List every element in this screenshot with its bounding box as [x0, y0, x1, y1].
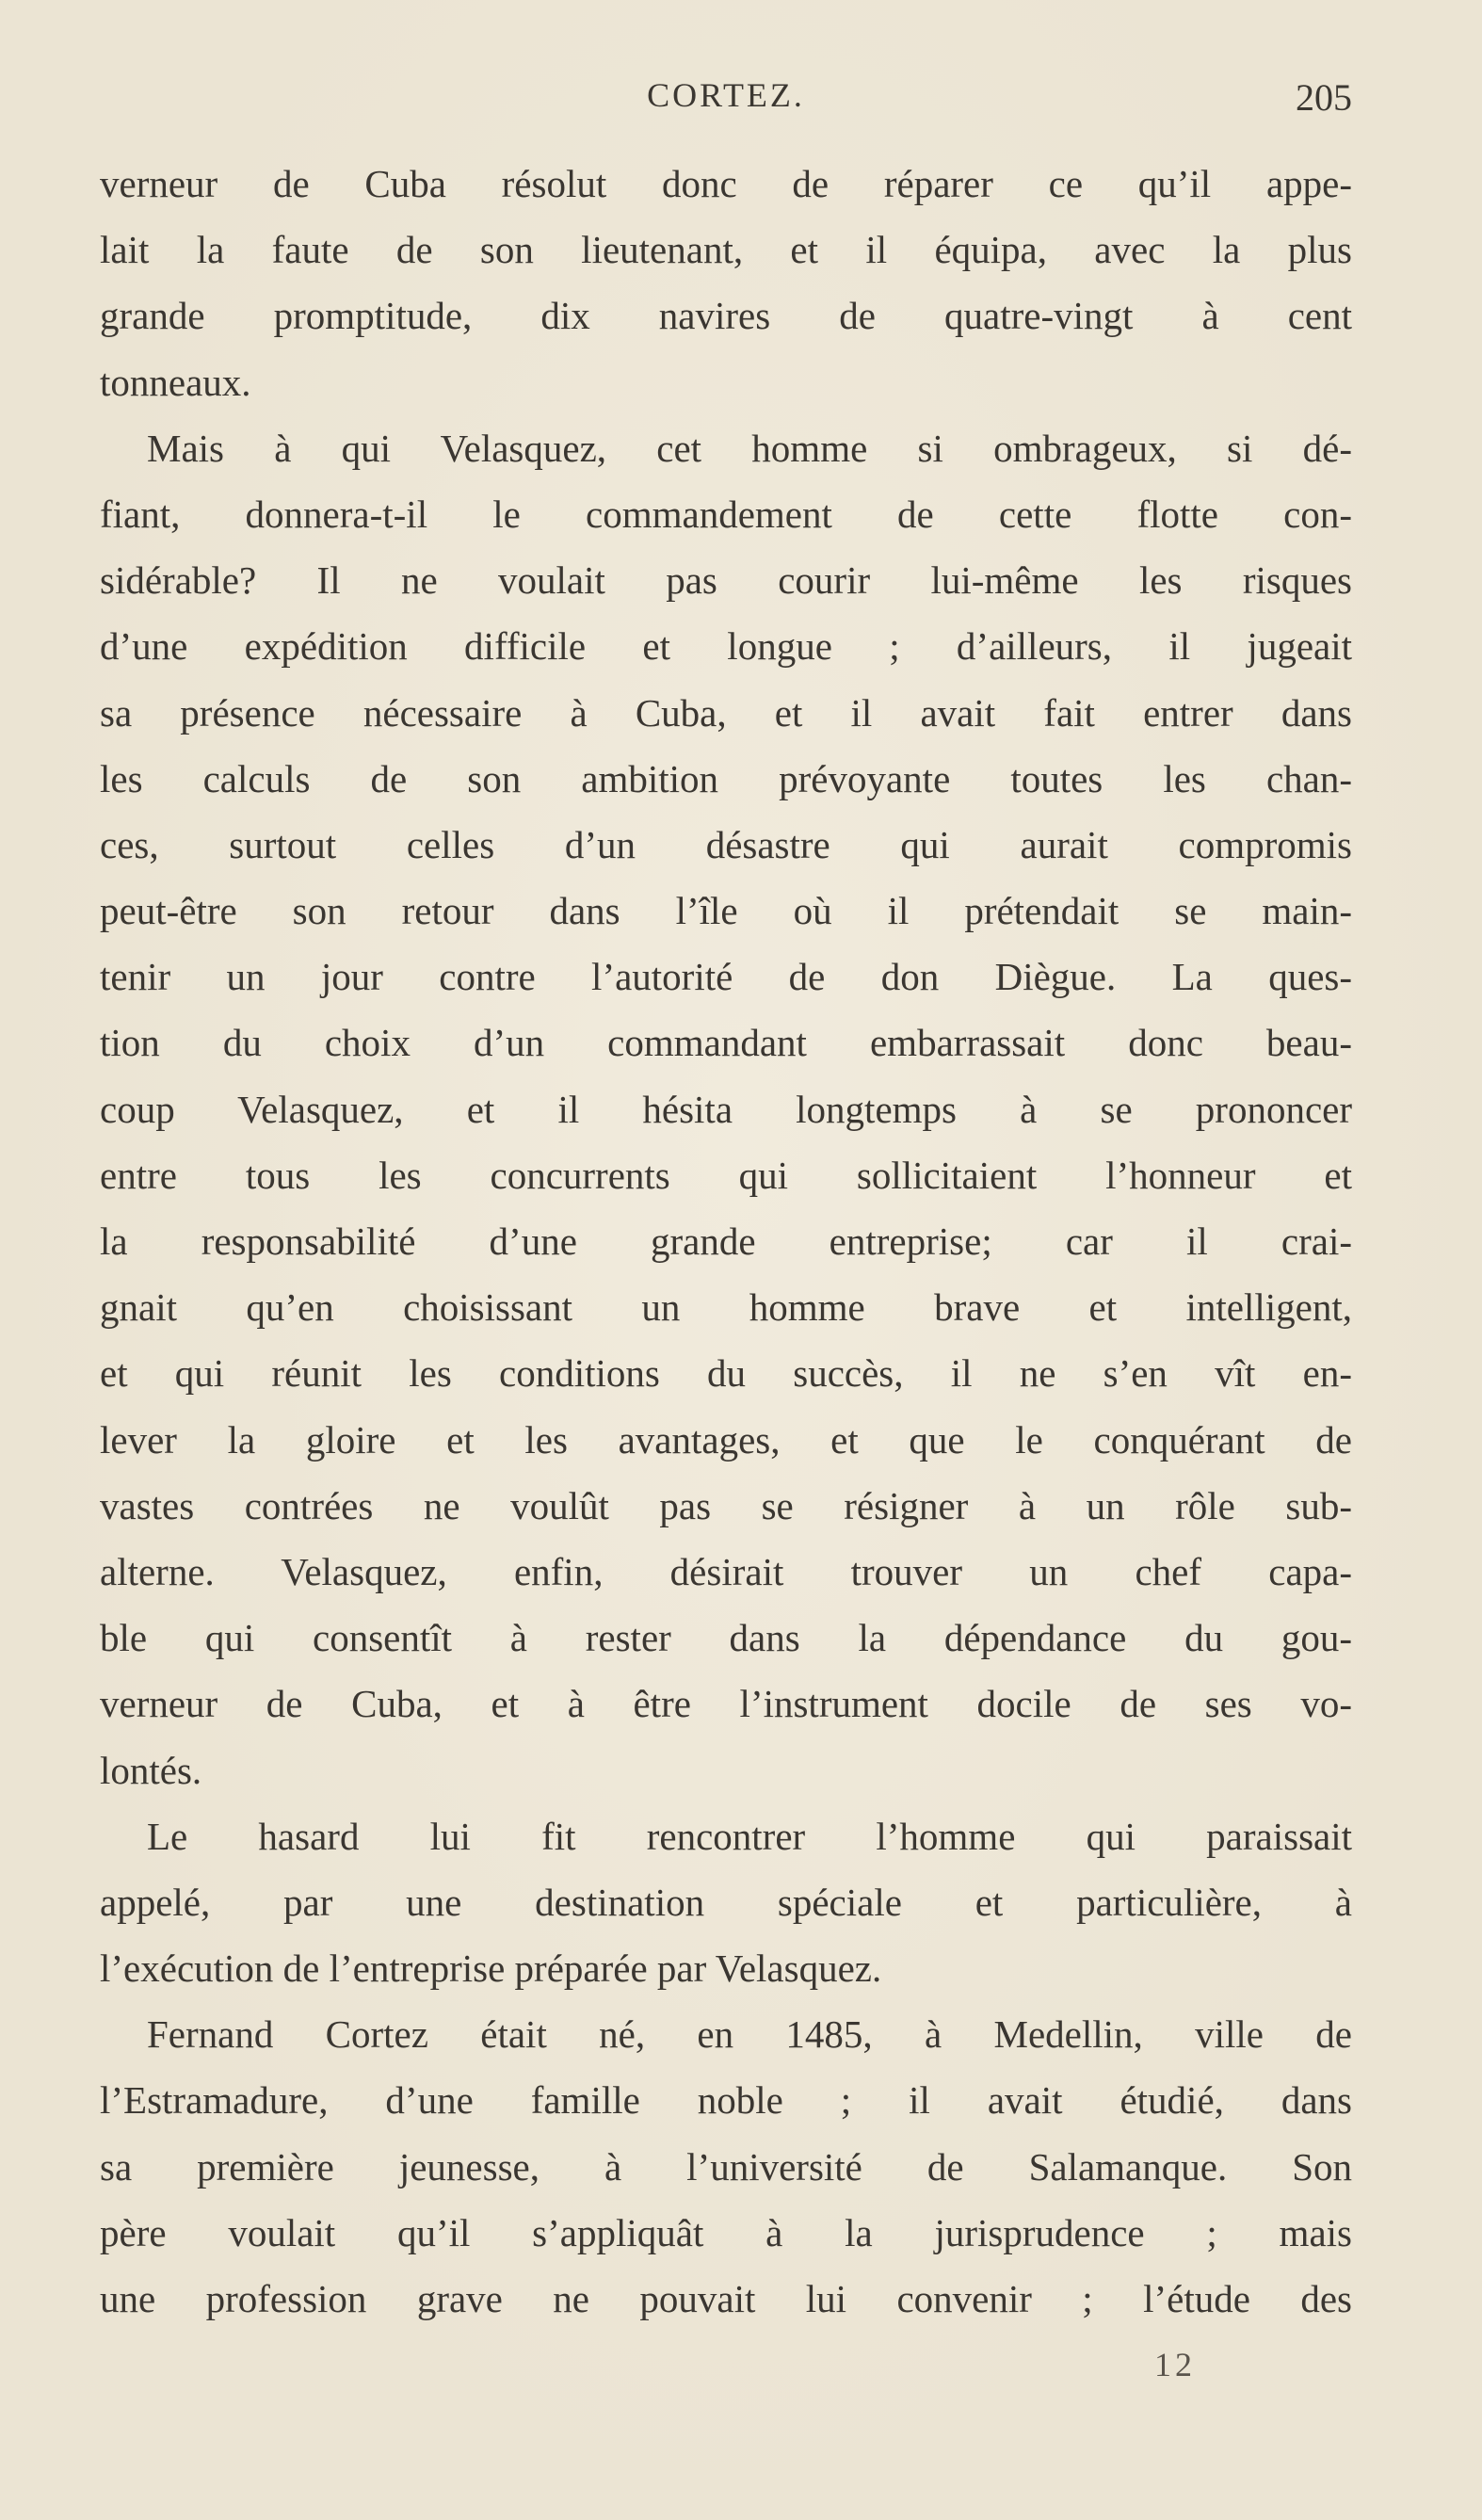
text-line: coup Velasquez, et il hésita longtemps à se prononcer [100, 1087, 1352, 1131]
text-line: vastes contrées ne voulût pas se résigner à un rôle sub- [100, 1483, 1352, 1527]
text-line: une profession grave ne pouvait lui convenir ; l’étude des [100, 2277, 1352, 2320]
text-line: lait la faute de son lieutenant, et il équipa, avec la plus [100, 228, 1352, 272]
text-line: tonneaux. [100, 360, 251, 404]
text-line: Fernand Cortez était né, en 1485, à Medellin, ville de [147, 2012, 1352, 2057]
text-line: grande promptitude, dix navires de quatre-vingt à cent [100, 294, 1352, 338]
text-line: sa présence nécessaire à Cuba, et il avait fait entrer dans [100, 690, 1352, 735]
page-header [100, 75, 1352, 132]
running-title: CORTEZ. [647, 76, 805, 114]
text-line: père voulait qu’il s’appliquât à la jurisprudence ; mais [100, 2210, 1352, 2254]
text-line: fiant, donnera-t-il le commandement de cette flotte con- [100, 492, 1352, 536]
text-line: lontés. [100, 1748, 202, 1792]
text-line: ble qui consentît à rester dans la dépendance du gou- [100, 1616, 1352, 1660]
text-line: appelé, par une destination spéciale et particulière, à [100, 1880, 1352, 1924]
text-line: sidérable? Il ne voulait pas courir lui-même les risques [100, 558, 1352, 603]
text-line: peut-être son retour dans l’île où il prétendait se main- [100, 889, 1352, 933]
text-line: l’exécution de l’entreprise préparée par Velasquez. [100, 1947, 882, 1991]
text-line: tenir un jour contre l’autorité de don Diègue. La ques- [100, 955, 1352, 999]
text-line: verneur de Cuba, et à être l’instrument docile de ses vo- [100, 1682, 1352, 1726]
page-number: 205 [1296, 76, 1352, 119]
text-line: sa première jeunesse, à l’université de Salamanque. Son [100, 2144, 1352, 2189]
text-line: l’Estramadure, d’une famille noble ; il avait étudié, dans [100, 2078, 1352, 2123]
text-line: verneur de Cuba résolut donc de réparer ce qu’il appe- [100, 162, 1352, 205]
text-line: ces, surtout celles d’un désastre qui aurait compromis [100, 822, 1352, 866]
signature-mark: 12 [1154, 2346, 1196, 2383]
text-line: entre tous les concurrents qui sollicitaient l’honneur et [100, 1153, 1352, 1197]
text-line: lever la gloire et les avantages, et que le conquérant de [100, 1417, 1352, 1462]
text-line: d’une expédition difficile et longue ; d’ailleurs, il jugeait [100, 624, 1352, 669]
text-line: la responsabilité d’une grande entreprise; car il crai- [100, 1220, 1352, 1263]
text-line: gnait qu’en choisissant un homme brave et intelligent, [100, 1285, 1352, 1330]
text-line: Mais à qui Velasquez, cet homme si ombrageux, si dé- [147, 426, 1352, 470]
text-line: et qui réunit les conditions du succès, il ne s’en vît en- [100, 1351, 1352, 1396]
body-text [100, 151, 1352, 2332]
text-line: alterne. Velasquez, enfin, désirait trouver un chef capa- [100, 1549, 1352, 1593]
text-line: tion du choix d’un commandant embarrassait donc beau- [100, 1021, 1352, 1065]
text-line: Le hasard lui fit rencontrer l’homme qui paraissait [147, 1814, 1352, 1858]
text-line: les calculs de son ambition prévoyante toutes les chan- [100, 756, 1352, 800]
